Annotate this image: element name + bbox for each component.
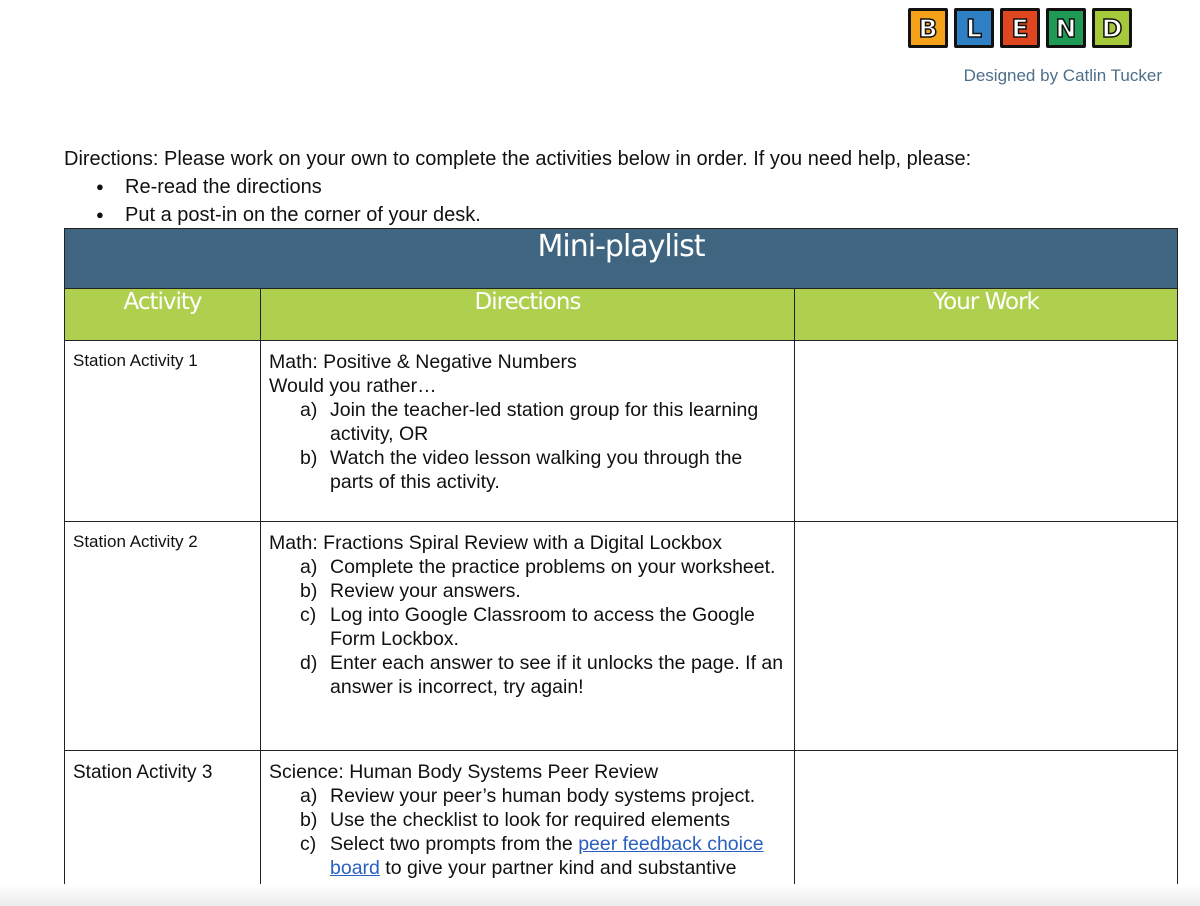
your-work-cell[interactable]: [795, 522, 1178, 751]
step-text: Review your peer’s human body systems project.: [330, 785, 756, 807]
logo-tile-e: E: [1000, 8, 1040, 48]
designer-credit: Designed by Catlin Tucker: [963, 66, 1162, 85]
step-text: Join the teacher-led station group for this learning activity, OR: [330, 399, 759, 445]
table-row: [65, 341, 1178, 522]
step-item: [269, 651, 786, 699]
intro-text: Directions: Please work on your own to complete the activities below in order. If you need help, please:: [64, 148, 972, 170]
step-text: Complete the practice problems on your worksheet.: [330, 556, 776, 578]
directions-cell: [261, 751, 795, 906]
step-marker: b): [300, 809, 318, 831]
peer-feedback-choice-board-link[interactable]: peer feedback choice board: [330, 833, 764, 879]
step-text: Watch the video lesson walking you through the parts of this activity.: [330, 447, 743, 493]
table-title-row: [65, 229, 1178, 289]
table-row: [65, 522, 1178, 751]
step-marker: d): [300, 652, 318, 674]
activity-heading: Science: Human Body Systems Peer Review: [269, 761, 659, 783]
page-bottom-shade: [0, 884, 1200, 906]
step-list: [269, 398, 786, 494]
blend-logo: [908, 8, 1132, 48]
logo-tile-l: L: [954, 8, 994, 48]
step-marker: a): [300, 785, 318, 807]
step-item: [269, 808, 786, 832]
your-work-cell[interactable]: [795, 751, 1178, 906]
intro-bullet-list: [64, 173, 971, 229]
intro-bullet: ● Re-read the directions: [64, 173, 971, 201]
column-header-directions: Directions: [261, 289, 795, 341]
step-item: [269, 555, 786, 579]
table-row: [65, 751, 1178, 906]
step-item: [269, 398, 786, 446]
logo-tile-n: N: [1046, 8, 1086, 48]
activity-heading: Math: Fractions Spiral Review with a Digital Lockbox: [269, 532, 723, 554]
column-header-activity: Activity: [65, 289, 261, 341]
logo-tile-d: D: [1092, 8, 1132, 48]
step-marker: a): [300, 556, 318, 578]
step-marker: c): [300, 833, 317, 855]
activity-cell: Station Activity 1: [65, 341, 261, 522]
table-header-row: [65, 289, 1178, 341]
table-title: Mini-playlist: [65, 229, 1178, 289]
mini-playlist-table: [64, 228, 1178, 906]
step-marker: b): [300, 447, 318, 469]
directions-cell: [261, 341, 795, 522]
step-item: [269, 603, 786, 651]
step-item: [269, 579, 786, 603]
step-text: Log into Google Classroom to access the Google Form Lockbox.: [330, 604, 755, 650]
your-work-cell[interactable]: [795, 341, 1178, 522]
column-header-your-work: Your Work: [795, 289, 1178, 341]
logo-tile-b: B: [908, 8, 948, 48]
step-item: [269, 446, 786, 494]
directions-cell: [261, 522, 795, 751]
intro-directions: [64, 145, 971, 229]
step-text: Review your answers.: [330, 580, 521, 602]
activity-cell: Station Activity 2: [65, 522, 261, 751]
intro-bullet: ● Put a post-in on the corner of your desk.: [64, 201, 971, 229]
step-text: Use the checklist to look for required elements: [330, 809, 730, 831]
step-list: [269, 555, 786, 699]
step-marker: c): [300, 604, 317, 626]
activity-heading: Math: Positive & Negative Numbers: [269, 351, 577, 373]
activity-cell: Station Activity 3: [65, 751, 261, 906]
step-text-before: Select two prompts from the: [330, 833, 579, 855]
step-text-after: to give your partner kind and substantive: [385, 857, 737, 879]
step-item: [269, 784, 786, 808]
step-text: Enter each answer to see if it unlocks the page. If an answer is incorrect, try again!: [330, 652, 784, 698]
step-marker: a): [300, 399, 318, 421]
step-marker: b): [300, 580, 318, 602]
activity-subheading: Would you rather…: [269, 375, 437, 397]
